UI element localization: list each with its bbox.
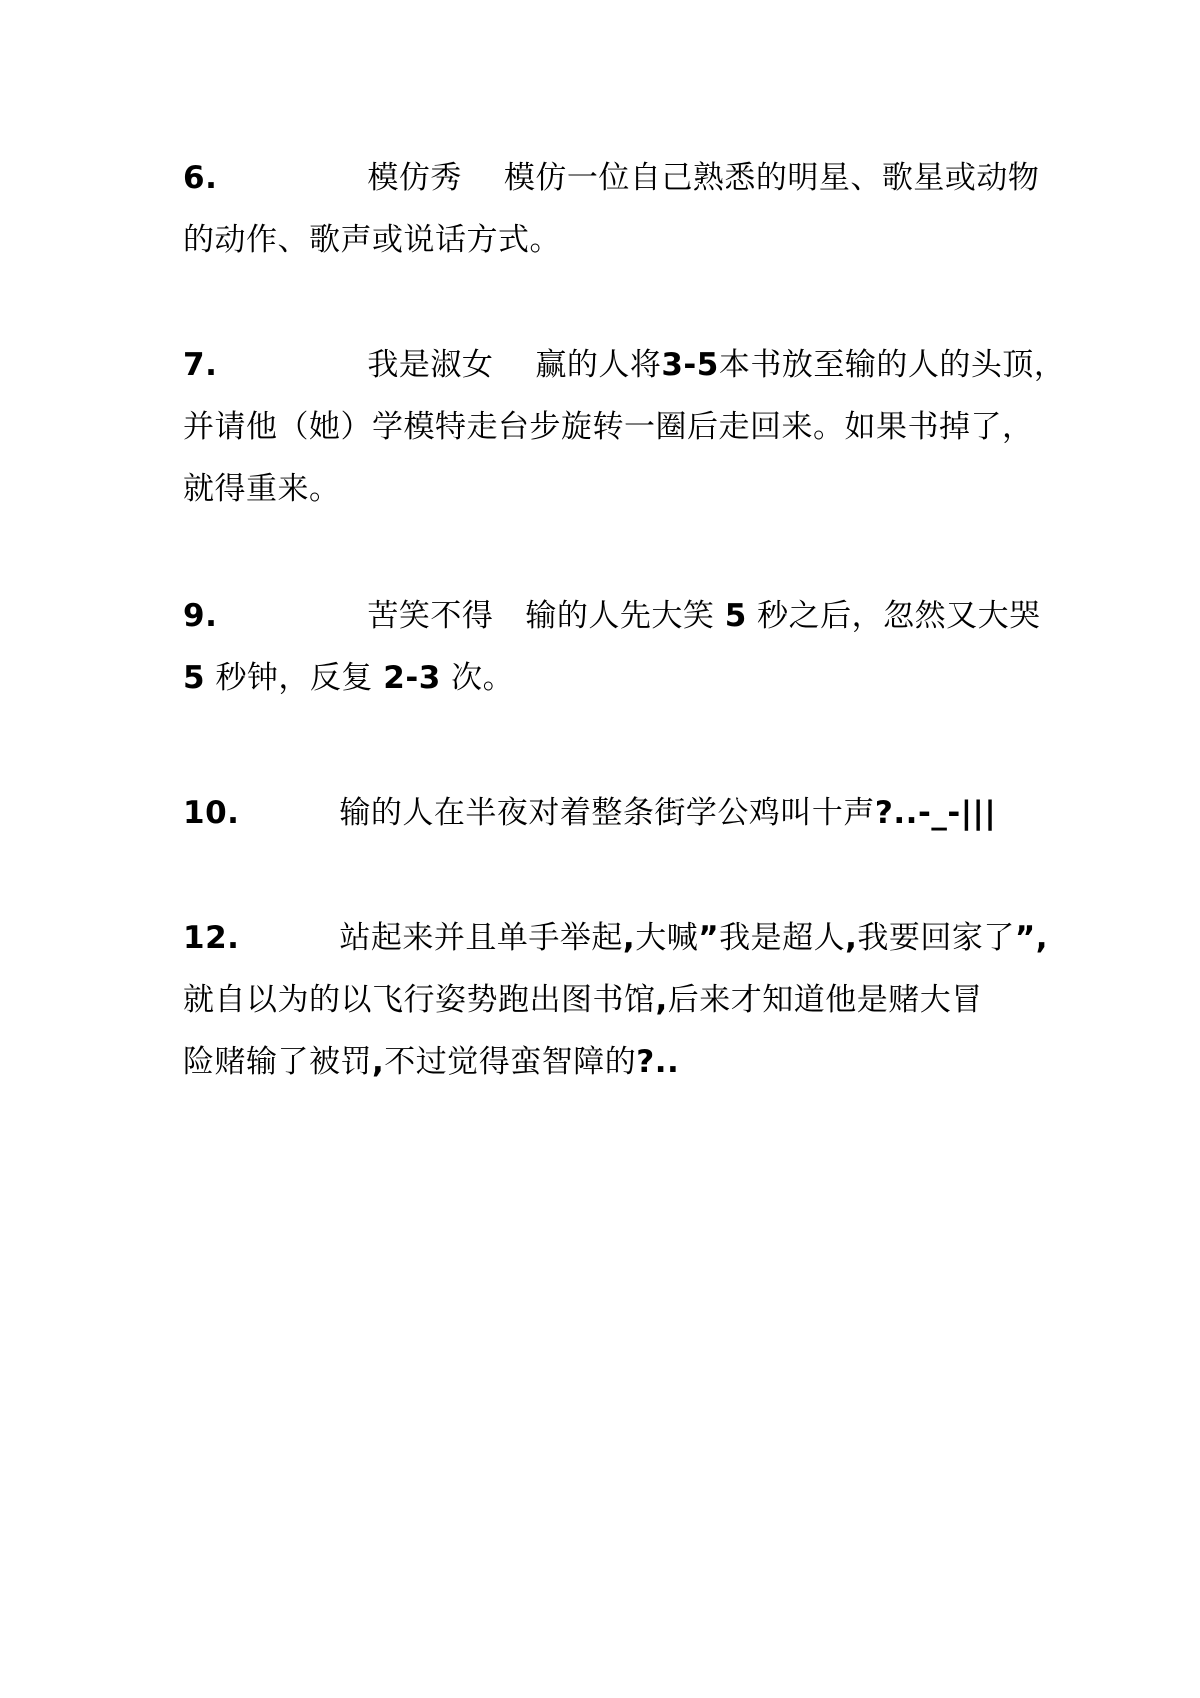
item-6-line-2: 的动作、歌声或说话方式。: [183, 222, 561, 258]
rule-item-9: [183, 585, 1041, 709]
rule-item-10: [183, 782, 1033, 844]
item-10-line-1: [183, 782, 1033, 844]
item-7-line-1: 7. 我是淑女 赢的人将3-5本书放至输的人的头顶，: [183, 334, 1033, 396]
item-text: 输的人在半夜对着整条街学公鸡叫十声: [339, 795, 875, 831]
item-12-line-3: 险赌输了被罚,不过觉得蛮智障的?..: [183, 1044, 680, 1080]
item-tail: ?..-_-|||: [874, 795, 997, 831]
item-title: 模仿秀: [367, 160, 462, 196]
item-9-line-2: 5 秒钟，反复 2-3 次。: [183, 660, 515, 696]
item-number: 7.: [183, 347, 218, 383]
item-number: 9.: [183, 598, 218, 634]
item-title: 苦笑不得: [367, 598, 494, 634]
item-title: 我是淑女: [367, 347, 494, 383]
rule-item-7: [183, 334, 1066, 520]
item-12-line-2: 就自以为的以飞行姿势跑出图书馆,后来才知道他是赌大冒: [183, 982, 983, 1018]
item-9-line-1: 9. 苦笑不得 输的人先大笑 5 秒之后，忽然又大哭: [183, 585, 1033, 647]
item-number: 12.: [183, 920, 240, 956]
item-7-line-3: 就得重来。: [183, 471, 341, 507]
rule-item-6: [183, 147, 1040, 271]
rule-item-12: [183, 907, 1049, 1093]
item-text: 模仿一位自己熟悉的明星、歌星或动物: [503, 160, 1040, 196]
item-number: 6.: [183, 160, 218, 196]
item-12-line-1: 12. 站起来并且单手举起,大喊”我是超人,我要回家了”,: [183, 907, 1033, 969]
item-number: 10.: [183, 795, 240, 831]
item-6-line-1: [183, 147, 1040, 209]
item-7-line-2: 并请他（她）学模特走台步旋转一圈后走回来。如果书掉了，: [183, 409, 1034, 445]
